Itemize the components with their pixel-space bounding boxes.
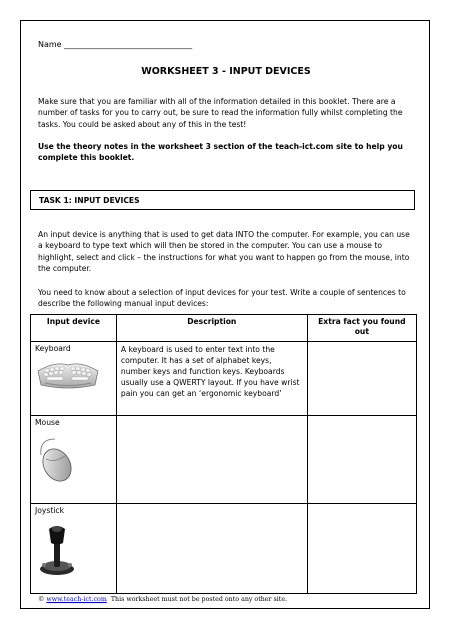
extra-fact-cell[interactable] bbox=[307, 342, 416, 416]
intro-paragraph: Make sure that you are familiar with all of the information detailed in this booklet. There are a number of tasks for you to carry out, be sure to read the information fully whilst completing the tasks. You could be asked about any of this in the test! bbox=[38, 97, 403, 129]
task-heading-box bbox=[30, 190, 415, 210]
footer bbox=[38, 596, 287, 603]
site-link[interactable]: www.teach-ict.com bbox=[46, 596, 107, 603]
name-field-line: Name ________________________________ bbox=[38, 40, 193, 49]
header-description: Description bbox=[116, 315, 307, 342]
header-input-device: Input device bbox=[31, 315, 117, 342]
body-paragraph-1: An input device is anything that is used to get data INTO the computer. For example, you can use a keyboard to type text which will then be stored in the computer. You can use a mouse to highlight, select and click – the instructions for what you want to happen go from the mouse, into the computer. bbox=[38, 230, 410, 273]
device-name: Keyboard bbox=[35, 344, 71, 353]
keyboard-icon bbox=[35, 357, 112, 393]
device-cell bbox=[31, 342, 117, 416]
footer-notice: This worksheet must not be posted onto any other site. bbox=[110, 596, 288, 603]
table-header-row bbox=[31, 315, 417, 342]
description-cell[interactable]: A keyboard is used to enter text into the computer. It has a set of alphabet keys, number keys and function keys. Keyboards usually use a QWERTY layout. If you have wrist pain you can get an ‘ergonomic keyboard’ bbox=[116, 342, 307, 416]
extra-fact-cell[interactable] bbox=[307, 416, 416, 504]
joystick-icon bbox=[35, 523, 112, 579]
copyright-symbol: © bbox=[38, 596, 45, 603]
theory-note: Use the theory notes in the worksheet 3 section of the teach-ict.com site to help you complete this booklet. bbox=[38, 142, 403, 163]
device-name: Joystick bbox=[35, 506, 64, 515]
header-extra-fact: Extra fact you found out bbox=[307, 315, 416, 342]
table-row bbox=[31, 342, 417, 416]
table-row bbox=[31, 416, 417, 504]
device-name: Mouse bbox=[35, 418, 60, 427]
body-paragraph-2: You need to know about a selection of input devices for your test. Write a couple of sentences to describe the following manual input devices: bbox=[38, 288, 406, 309]
device-cell bbox=[31, 416, 117, 504]
description-cell[interactable] bbox=[116, 504, 307, 594]
mouse-icon bbox=[35, 437, 112, 487]
task-heading: TASK 1: INPUT DEVICES bbox=[39, 196, 140, 205]
description-cell[interactable] bbox=[116, 416, 307, 504]
input-devices-table bbox=[30, 314, 417, 594]
extra-fact-cell[interactable] bbox=[307, 504, 416, 594]
device-cell bbox=[31, 504, 117, 594]
page-title: WORKSHEET 3 - INPUT DEVICES bbox=[141, 66, 311, 77]
table-row bbox=[31, 504, 417, 594]
